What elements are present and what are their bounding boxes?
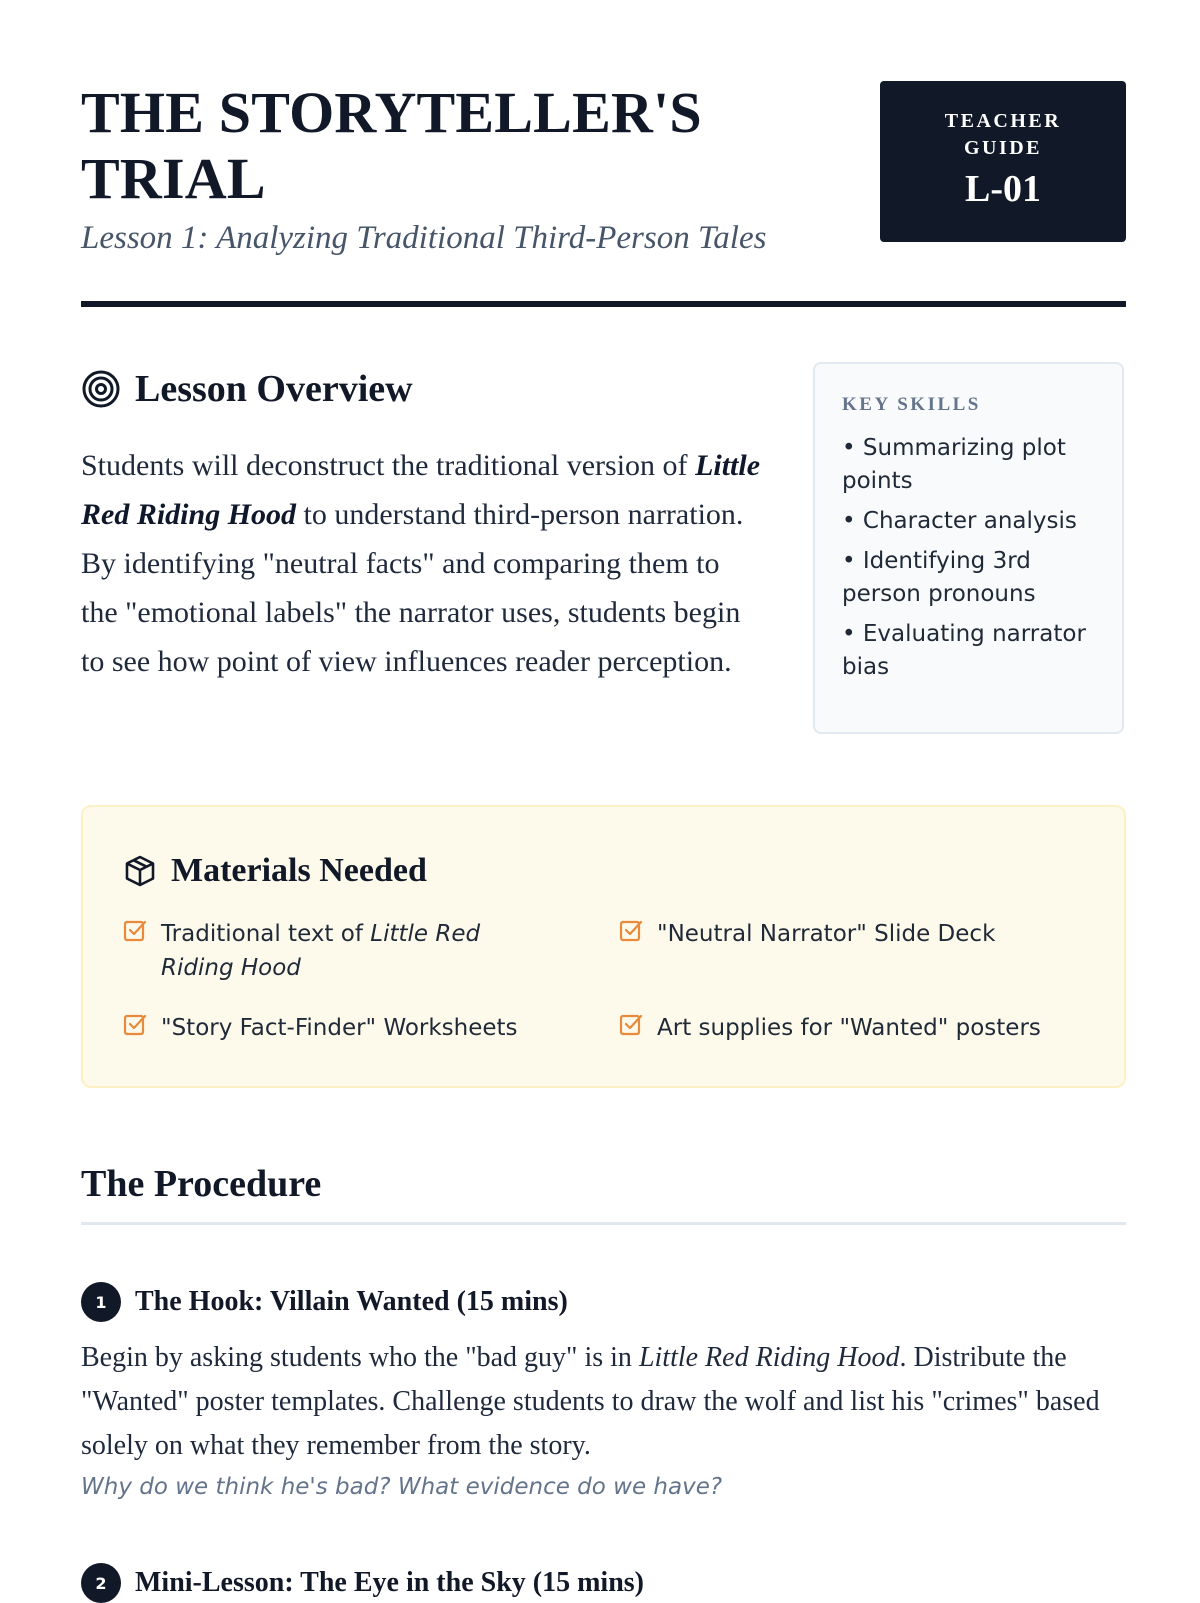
material-label: "Story Fact-Finder" Worksheets [161, 1015, 518, 1041]
step-number-badge: 1 [81, 1282, 121, 1322]
material-label: "Neutral Narrator" Slide Deck [657, 921, 996, 947]
material-item [619, 1011, 1099, 1045]
material-item [123, 1011, 593, 1045]
skill-item: • Summarizing plot points [842, 432, 1107, 498]
step-text-end: . Distribute the "Wanted" poster templates. Challenge students to draw the wolf and list his "crimes" based solely on what they remember from the story. [81, 1342, 1100, 1461]
step-title: Mini-Lesson: The Eye in the Sky (15 mins) [135, 1567, 644, 1598]
page-title: THE STORYTELLER'S TRIAL [81, 80, 702, 211]
overview-text-end: to understand third-person narration. By identifying "neutral facts" and comparing them to the "emotional labels" the narrator uses, students begin to see how point of view influences reader perception. [81, 498, 744, 678]
step-number-badge: 2 [81, 1563, 121, 1603]
step-title: The Hook: Villain Wanted (15 mins) [135, 1286, 568, 1317]
step-text-start: Begin by asking students who the "bad guy" is in [81, 1342, 639, 1373]
step-1-description [81, 1336, 1126, 1468]
checkbox-icon [123, 1013, 147, 1037]
header-divider [81, 301, 1126, 307]
skill-item: • Character analysis [842, 505, 1107, 538]
material-item [619, 917, 1099, 951]
step-1-guiding-question: Why do we think he's bad? What evidence do we have? [81, 1474, 723, 1500]
material-label [161, 917, 533, 985]
skill-item: • Evaluating narrator bias [842, 618, 1107, 684]
materials-panel [81, 805, 1126, 1088]
checkbox-icon [123, 919, 147, 943]
materials-heading [123, 849, 427, 893]
badge-label-line2: GUIDE [963, 137, 1043, 159]
skill-item: • Identifying 3rd person pronouns [842, 545, 1107, 611]
overview-book-title: Little Red Riding Hood [81, 449, 761, 531]
material-book-title: Little Red Riding Hood [161, 921, 481, 981]
materials-heading-text: Materials Needed [171, 852, 427, 889]
checkbox-icon [619, 919, 643, 943]
teacher-guide-badge [880, 81, 1126, 242]
step-book-title: Little Red Riding Hood [638, 1342, 900, 1373]
package-icon [123, 854, 157, 888]
procedure-heading: The Procedure [81, 1163, 322, 1205]
badge-label [880, 108, 1126, 162]
checkbox-icon [619, 1013, 643, 1037]
key-skills-card [813, 362, 1124, 734]
overview-text-start: Students will deconstruct the traditional version of [81, 449, 696, 482]
material-label: Art supplies for "Wanted" posters [657, 1015, 1041, 1041]
step-1-heading [81, 1282, 568, 1322]
overview-heading [81, 365, 413, 413]
material-text: Traditional text of [161, 921, 371, 947]
material-item [123, 917, 533, 985]
key-skills-title: KEY SKILLS [842, 394, 981, 415]
overview-heading-text: Lesson Overview [135, 368, 413, 410]
badge-label-line1: TEACHER [944, 110, 1062, 132]
step-2-heading [81, 1563, 644, 1603]
lesson-code: L-01 [965, 168, 1041, 210]
key-skills-list [842, 432, 1107, 691]
target-icon [81, 369, 121, 409]
procedure-divider [81, 1222, 1126, 1225]
page-subtitle: Lesson 1: Analyzing Traditional Third-Person Tales [81, 220, 767, 256]
overview-paragraph [81, 441, 761, 686]
